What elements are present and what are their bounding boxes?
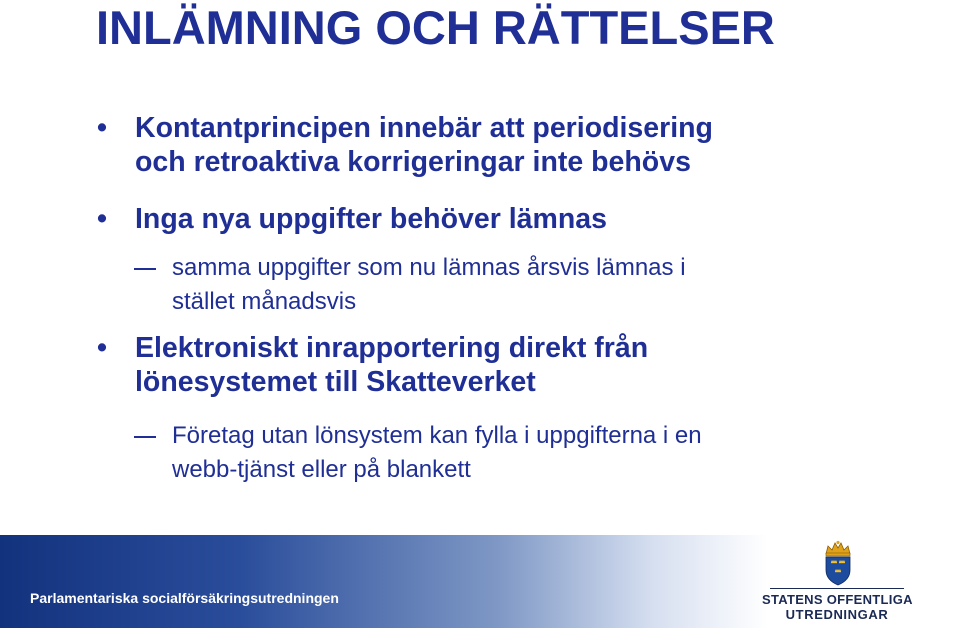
sub-bullet-item (172, 419, 702, 487)
logo-text-line: UTREDNINGAR (785, 607, 889, 622)
slide-title: INLÄMNING OCH RÄTTELSER (96, 1, 775, 54)
logo-text-line: STATENS OFFENTLIGA (762, 592, 913, 607)
sub-bullet-text-line: webb-tjänst eller på blankett (172, 456, 471, 483)
sub-bullet-text-line: stället månadsvis (172, 288, 357, 315)
bullet-item (97, 331, 649, 399)
crown-shield-emblem-icon (820, 540, 856, 586)
logo-divider (770, 588, 904, 589)
bullet-text-line: lönesystemet till Skatteverket (135, 366, 536, 398)
bullet-marker: • (97, 112, 107, 144)
sub-bullet-text-line: samma uppgifter som nu lämnas årsvis lämnas i (172, 254, 686, 281)
sub-bullet-dash (134, 268, 156, 270)
bullet-text-line: och retroaktiva korrigeringar inte behövs (135, 146, 691, 178)
bullet-item (97, 202, 607, 236)
sub-bullet-item (172, 251, 686, 319)
bullet-text-line: Elektroniskt inrapportering direkt från (135, 332, 649, 364)
sou-logo (762, 535, 912, 628)
sub-bullet-dash (134, 436, 156, 438)
sub-bullet-text-line: Företag utan lönsystem kan fylla i uppgifterna i en (172, 422, 702, 449)
bullet-item (97, 111, 713, 179)
bullet-text-line: Kontantprincipen innebär att periodisering (135, 112, 713, 144)
footer-organization-name: Parlamentariska socialförsäkringsutredningen (30, 590, 339, 606)
bullet-marker: • (97, 203, 107, 235)
bullet-text-line: Inga nya uppgifter behöver lämnas (135, 203, 607, 235)
footer-bar (0, 535, 960, 628)
bullet-marker: • (97, 332, 107, 364)
